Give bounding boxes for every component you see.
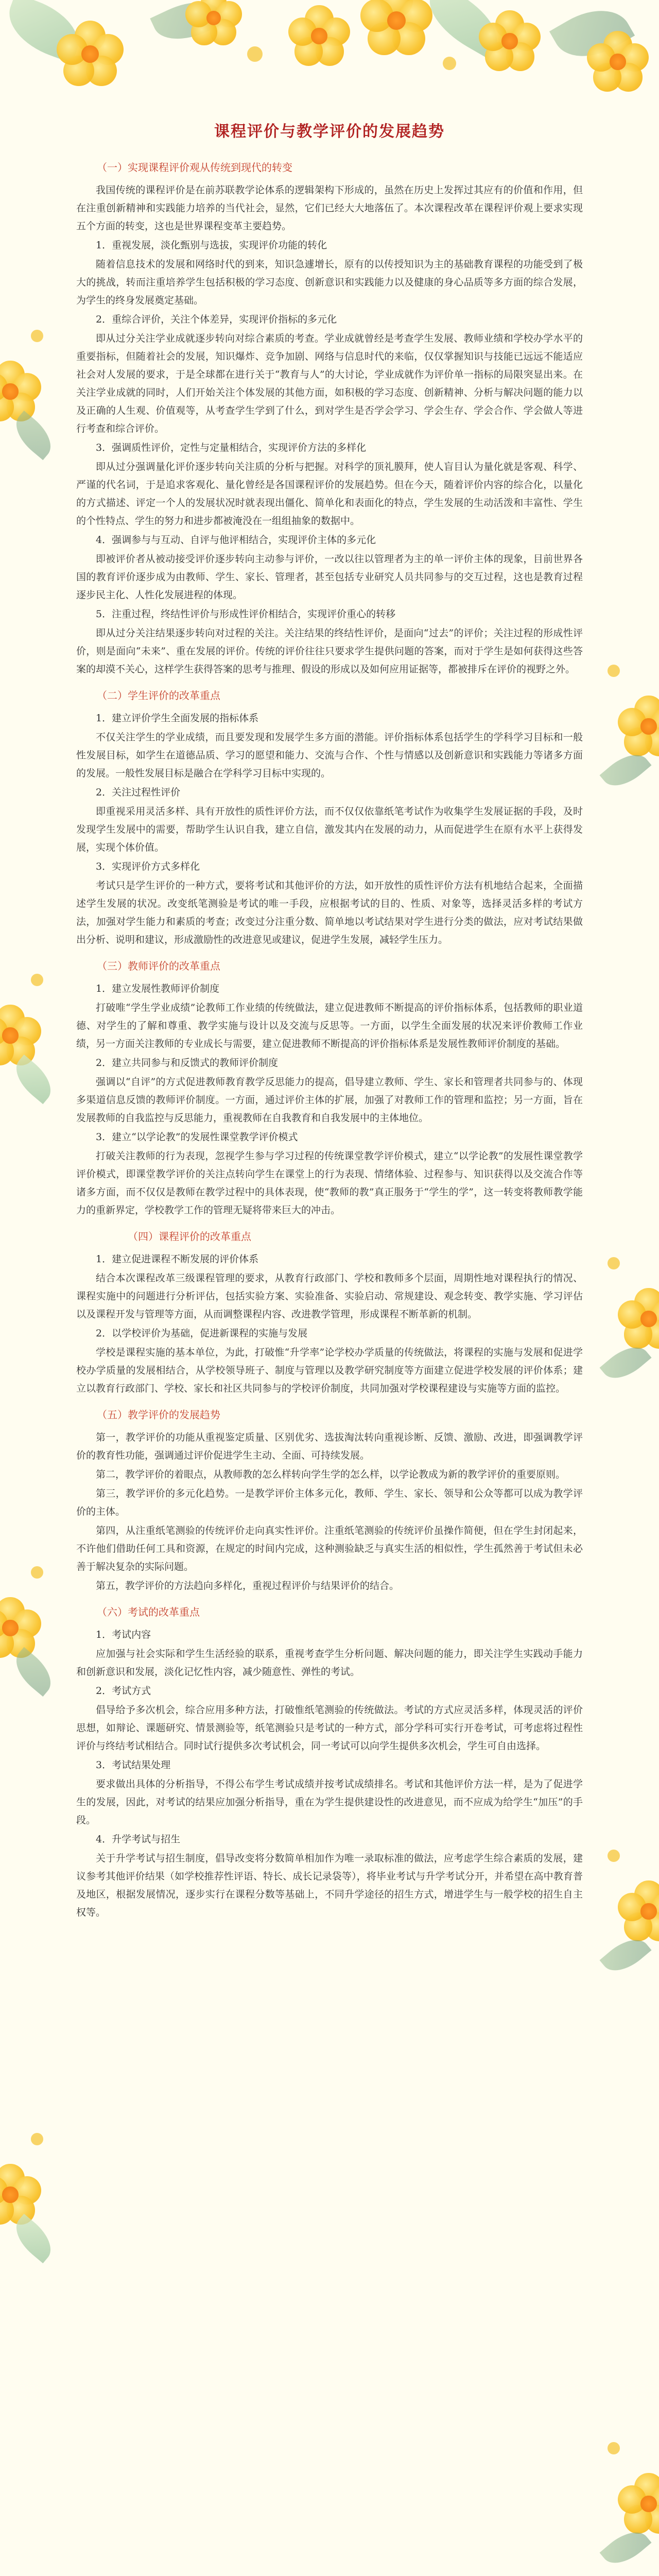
leaf-decoration xyxy=(599,1338,651,1387)
subsection-heading: 2．考试方式 xyxy=(96,1685,151,1697)
leaf-decoration xyxy=(7,411,59,460)
subsection-heading: 1．考试内容 xyxy=(96,1629,151,1640)
bud-decoration xyxy=(31,330,43,342)
leaf-decoration xyxy=(7,1647,59,1697)
subsection-heading: 3．考试结果处理 xyxy=(96,1759,171,1771)
subsection-heading: 2．以学校评价为基础，促进新课程的实施与发展 xyxy=(96,1328,308,1339)
subsection-heading: 3．建立“以学论教”的发展性课堂教学评价模式 xyxy=(96,1131,298,1143)
paragraph: 结合本次课程改革三级课程管理的要求，从教育行政部门、学校和教师多个层面，周期性地对课程执行的情况、课程实施中的问题进行分析评估，包括实验方案、实验准备、实验启动、常规建设、观念转变、教学实施、学习评估以及课程开发与管理等方面，从而调整课程内容、改进教学管理，形成课程不断革新的机制。 xyxy=(76,1273,583,1320)
flower-decoration xyxy=(288,5,350,67)
paragraph: 第四，从注重纸笔测验的传统评价走向真实性评价。注重纸笔测验的传统评价虽操作简便，但在学生封闭起来，不许他们借助任何工具和资源，在规定的时间内完成，这种测验缺乏与真实生活的相似性，学生孤然善于考试但未必善于解决复杂的实际问题。 xyxy=(76,1525,583,1572)
leaf-decoration xyxy=(599,1930,651,1980)
subsection-heading: 2．关注过程性评价 xyxy=(96,787,181,798)
subsection-heading: 2．重综合评价，关注个体差异，实现评价指标的多元化 xyxy=(96,314,337,325)
paragraph: 不仅关注学生的学业成绩，而且要发现和发展学生多方面的潜能。评价指标体系包括学生的学科学习目标和一般性发展目标，如学生在道德品质、学习的愿望和能力、交流与合作、个性与情感以及创新意识和实践能力等诸多方面的发展。一般性发展目标是融合在学科学习目标中实现的。 xyxy=(76,732,583,779)
flower-decoration xyxy=(618,1288,659,1350)
bud-decoration xyxy=(608,1257,620,1269)
subsection-heading: 1．建立促进课程不断发展的评价体系 xyxy=(96,1253,259,1265)
paragraph: 打破关注教师的行为表现，忽视学生参与学习过程的传统课堂教学评价模式，建立“以学论教”的发展性课堂教学评价模式，即课堂教学评价的关注点转向学生在课堂上的行为表现、情绪体验、过程参与、知识获得以及交流合作等诸多方面，而不仅仅是教师在教学过程中的具体表现，使“教师的教”真正服务于“学生的学”，这一转变将教师教学能力的重新界定，学校教学工作的管理无疑将带来巨大的冲击。 xyxy=(76,1150,583,1216)
bud-decoration xyxy=(31,974,43,986)
leaf-decoration xyxy=(599,745,651,795)
paragraph: 倡导给予多次机会，综合应用多种方法，打破惟纸笔测验的传统做法。考试的方式应灵活多样，体现灵活的评价思想，如辩论、课题研究、情景测验等，纸笔测验只是考试的一种方式，部分学科可实行开卷考试，可考虑将过程性评价与终结考试相结合。同时试行提供多次考试机会，同一考试可以向学生提供多次机会，学生可自由选择。 xyxy=(76,1704,583,1752)
leaf-decoration xyxy=(549,0,635,72)
paragraph: 学校是课程实施的基本单位，为此，打破惟“升学率”论学校办学质量的传统做法，将课程的实施与发展和促进学校办学质量的发展相结合，从学校领导班子、制度与管理以及教学研究制度等方面建立促进学校发展的评价体系；建立以教育行政部门、学校、家长和社区共同参与的学校评价制度，共同加强对学校课程建设与实施等方面的监控。 xyxy=(76,1347,583,1394)
section-heading: （六）考试的改革重点 xyxy=(97,1606,200,1618)
subsection-heading: 2．建立共同参与和反馈式的教师评价制度 xyxy=(96,1057,279,1069)
flower-decoration xyxy=(185,0,242,46)
flower-decoration xyxy=(618,1880,659,1942)
flower-decoration xyxy=(0,2164,41,2226)
subsection-heading: 3．强调质性评价，定性与定量相结合，实现评价方法的多样化 xyxy=(96,442,367,453)
paragraph: 第二，教学评价的着眼点，从教师教的怎么样转向学生学的怎么样，以学论教成为新的教学评价的重要原则。 xyxy=(96,1469,566,1480)
flower-decoration xyxy=(618,696,659,757)
leaf-decoration xyxy=(599,2523,651,2572)
leaf-decoration xyxy=(150,0,226,51)
leaf-decoration xyxy=(7,1055,59,1104)
bud-decoration xyxy=(608,2442,620,2454)
bud-decoration xyxy=(608,1850,620,1862)
flower-decoration xyxy=(0,1005,41,1066)
subsection-heading: 1．建立发展性教师评价制度 xyxy=(96,983,220,994)
subsection-heading: 5．注重过程，终结性评价与形成性评价相结合，实现评价重心的转移 xyxy=(96,608,396,620)
bud-decoration xyxy=(31,1566,43,1579)
bud-decoration xyxy=(443,57,456,70)
flower-decoration xyxy=(360,0,432,57)
paragraph: 关于升学考试与招生制度，倡导改变将分数简单相加作为唯一录取标准的做法，应考虑学生综合素质的发展，建议参考其他评价结果（如学校推荐性评语、特长、成长记录袋等），将毕业考试与升学考试分开，并希望在高中教育普及地区，根据发展情况，逐步实行在课程分数等基础上，不同升学途径的招生方式，增进学生与一般学校的招生自主权等。 xyxy=(76,1853,583,1918)
paragraph: 我国传统的课程评价是在前苏联教学论体系的逻辑架构下形成的，虽然在历史上发挥过其应有的价值和作用，但在注重创新精神和实践能力培养的当代社会，显然，它们已经大大地落伍了。本次课程改革在课程评价观上要求实现五个方面的转变，这也是世界课程变革主要趋势。 xyxy=(76,184,583,232)
section-heading: （二）学生评价的改革重点 xyxy=(97,689,220,702)
paragraph: 即重视采用灵活多样、具有开放性的质性评价方法，而不仅仅依靠纸笔考试作为收集学生发展证据的手段，及时发现学生发展中的需要，帮助学生认识自我，建立自信，激发其内在发展的动力，从而促进学生在原有水平上获得发展，实现个体价值。 xyxy=(76,806,583,853)
leaf-decoration xyxy=(418,0,510,59)
article-card xyxy=(67,77,592,2576)
paragraph: 要求做出具体的分析指导，不得公布学生考试成绩并按考试成绩排名。考试和其他评价方法一样，是为了促进学生的发展，因此，对考试的结果应加强分析指导，重在为学生提供建设性的改进意见，而不应成为给学生“加压”的手段。 xyxy=(76,1778,583,1826)
flower-decoration xyxy=(0,361,41,422)
paragraph: 第三，教学评价的多元化趋势。一是教学评价主体多元化，教师、学生、家长、领导和公众等都可以成为教学评价的主体。 xyxy=(76,1488,583,1517)
section-heading: （一）实现课程评价观从传统到现代的转变 xyxy=(97,161,292,174)
paragraph: 打破唯“学生学业成绩”论教师工作业绩的传统做法，建立促进教师不断提高的评价指标体系，包括教师的职业道德、对学生的了解和尊重、教学实施与设计以及交流与反思等。一方面，以学生全面发展的状况来评价教师工作业绩，另一方面关注教师的专业成长与需要，建立促进教师不断提高的评价指标体系是发展性教师评价制度的基础。 xyxy=(76,1002,583,1049)
leaf-decoration xyxy=(0,0,88,63)
paragraph: 强调以“自评”的方式促进教师教育教学反思能力的提高，倡导建立教师、学生、家长和管理者共同参与的、体现多渠道信息反馈的教师评价制度。一方面，通过评价主体的扩展，加强了对教师工作的管理和监控；另一方面，旨在发展教师的自我监控与反思能力，重视教师在自我教育和自我发展中的主体地位。 xyxy=(76,1076,583,1124)
section-heading: （五）教学评价的发展趋势 xyxy=(97,1409,220,1421)
paragraph: 第一，教学评价的功能从重视鉴定质量、区别优劣、选拔淘汰转向重视诊断、反馈、激励、改进，即强调教学评价的教育性功能，强调通过评价促进学生主动、全面、可持续发展。 xyxy=(76,1432,583,1461)
subsection-heading: 4．升学考试与招生 xyxy=(96,1834,181,1845)
subsection-heading: 1．建立评价学生全面发展的指标体系 xyxy=(96,713,259,724)
bud-decoration xyxy=(31,2133,43,2145)
paragraph: 即从过分关注结果逐步转向对过程的关注。关注结果的终结性评价，是面向“过去”的评价；关注过程的形成性评价，则是面向“未来”、重在发展的评价。传统的评价往往只要求学生提供问题的答案，而对于学生是如何获得这些答案的却漠不关心，这样学生获得答案的思考与推理、假设的形成以及如何应用证据等，都被排斥在评价的视野之外。 xyxy=(76,628,583,675)
flower-decoration xyxy=(479,10,541,72)
page-title: 课程评价与教学评价的发展趋势 xyxy=(214,123,445,141)
flower-decoration xyxy=(587,31,649,93)
flower-decoration xyxy=(0,1597,41,1659)
section-heading: （三）教师评价的改革重点 xyxy=(97,960,220,972)
paragraph: 即从过分关注学业成就逐步转向对综合素质的考查。学业成就曾经是考查学生发展、教师业绩和学校办学水平的重要指标，但随着社会的发展，知识爆炸、竞争加剧、网络与信息时代的来临，仅仅掌握知识与技能已远远不能适应社会对人发展的要求，于是全球都在进行关于“教育与人”的大讨论，学业成就作为评价单一指标的局限突显出来。在关注学业成就的同时，人们开始关注个体发展的其他方面，如积极的学习态度、创新精神、分析与解决问题的能力以及正确的人生观、价值观等，从考查学生学到了什么，到对学生是否学会学习、学会生存、学会合作、学会做人等进行考查和综合评价。 xyxy=(76,333,583,434)
leaf-decoration xyxy=(7,2214,59,2263)
section-heading: （四）课程评价的改革重点 xyxy=(128,1230,251,1243)
bud-decoration xyxy=(247,46,263,62)
bud-decoration xyxy=(608,665,620,677)
paragraph: 应加强与社会实际和学生生活经验的联系，重视考查学生分析问题、解决问题的能力，即关注学生实践动手能力和创新意识和发展，淡化记忆性内容，减少随意性、弹性的考试。 xyxy=(76,1648,583,1677)
subsection-heading: 4．强调参与与互动、自评与他评相结合，实现评价主体的多元化 xyxy=(96,534,376,546)
paragraph: 第五，教学评价的方法趋向多样化，重视过程评价与结果评价的结合。 xyxy=(96,1580,400,1591)
article-body xyxy=(76,159,583,1922)
paragraph: 即从过分强调量化评价逐步转向关注质的分析与把握。对科学的顶礼膜拜，使人盲目认为量化就是客观、科学、严谨的代名词，于是追求客观化、量化曾经是各国课程评价的发展趋势。但在今天，随着评价内容的综合化，以量化的方式描述、评定一个人的发展状况时就表现出僵化、简单化和表面化的特点，学生发展的生动活泼和丰富性、学生的个性特点、学生的努力和进步都被淹没在一组组抽象的数据中。 xyxy=(76,461,583,527)
paragraph: 随着信息技术的发展和网络时代的到来，知识急遽增长，原有的以传授知识为主的基础教育课程的功能受到了极大的挑战，转而注重培养学生包括积极的学习态度、创新意识和实践能力以及健康的身心品质等多方面的综合发展，为学生的终身发展奠定基础。 xyxy=(76,259,583,306)
subsection-heading: 3．实现评价方式多样化 xyxy=(96,861,200,872)
subsection-heading: 1．重视发展，淡化甄别与选拔，实现评价功能的转化 xyxy=(96,240,327,251)
paragraph: 即被评价者从被动接受评价逐步转向主动参与评价，一改以往以管理者为主的单一评价主体的现象，目前世界各国的教育评价逐步成为由教师、学生、家长、管理者，甚至包括专业研究人员共同参与的交互过程，这也是教育过程逐步民主化、人性化发展进程的体现。 xyxy=(76,553,583,601)
flower-decoration xyxy=(618,2473,659,2535)
paragraph: 考试只是学生评价的一种方式，要将考试和其他评价的方法，如开放性的质性评价方法有机地结合起来，全面描述学生发展的状况。改变纸笔测验是考试的唯一手段，应根据考试的目的、性质、对象等，选择灵活多样的考试方法，加强对学生能力和素质的考查；改变过分注重分数、简单地以考试结果对学生进行分类的做法，应对考试结果做出分析、说明和建议，形成激励性的改进意见或建议，促进学生发展，减轻学生压力。 xyxy=(76,880,583,945)
